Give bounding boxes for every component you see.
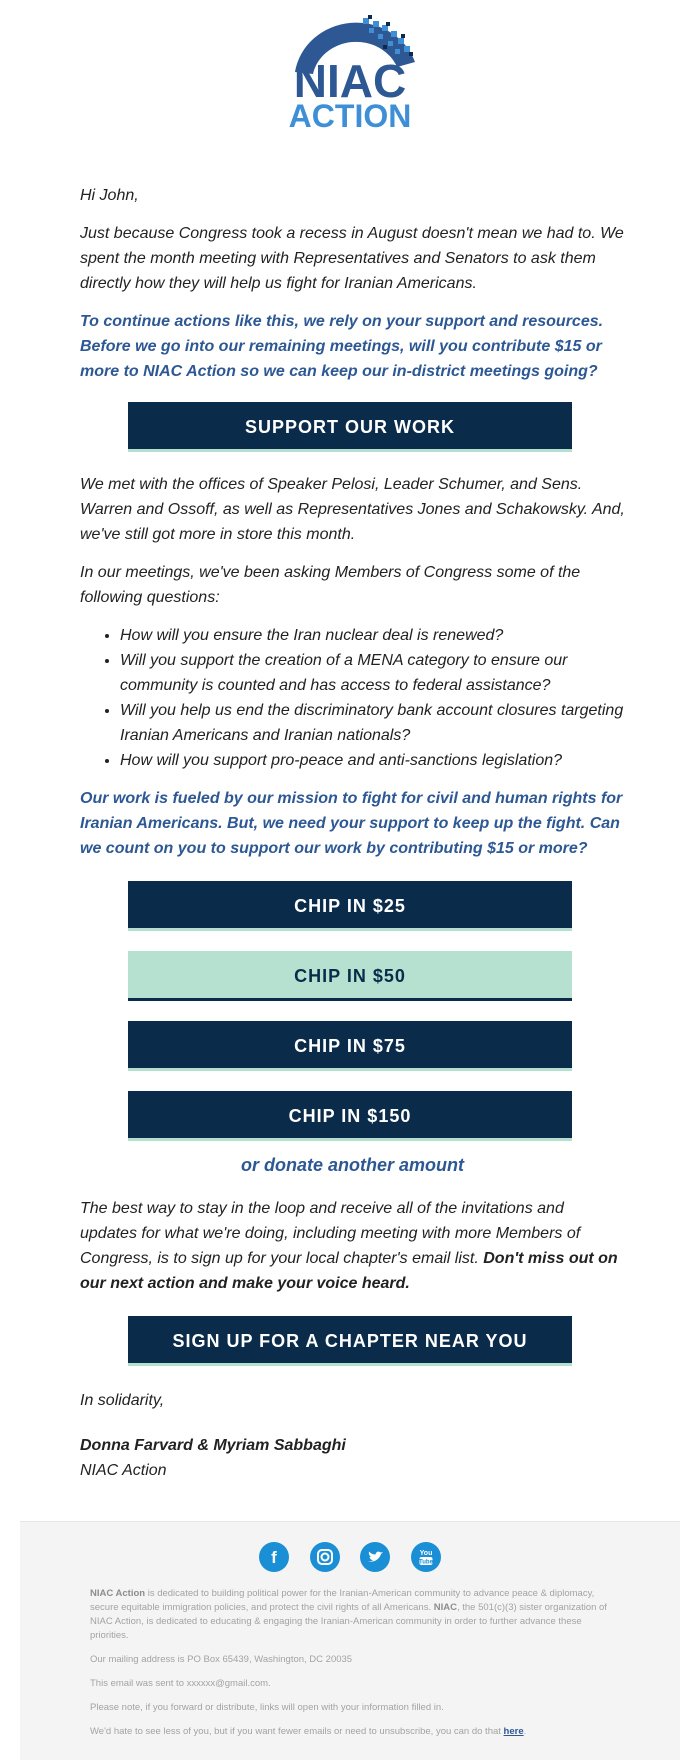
footer-org-name-2: NIAC [433,1602,457,1613]
youtube-icon[interactable] [411,1542,441,1572]
logo-wordmark-action: ACTION [288,98,412,134]
chip-in-75-button[interactable]: CHIP IN $75 [128,1021,572,1071]
chapter-text: The best way to stay in the loop and receive all of the invitations and updates for what we're doing, including meeting with more Members of Congress, is to sign up for your local chapter's email list. [80,1200,581,1267]
social-links [20,1542,680,1572]
footer-forward-note: Please note, if you forward or distribute, links will open with your information filled in. [90,1702,444,1713]
support-our-work-button[interactable]: SUPPORT OUR WORK [128,402,572,452]
donate-other-amount-link[interactable]: or donate another amount [240,1155,464,1175]
paragraph-questions-intro: In our meetings, we've been asking Members of Congress some of the following questions: [80,564,581,606]
facebook-icon[interactable] [259,1542,289,1572]
chip-in-25-button[interactable]: CHIP IN $25 [128,881,572,931]
footer-unsubscribe: We'd hate to see less of you, but if you want fewer emails or need to unsubscribe, you can do that here. [90,1726,527,1737]
signers: Donna Farvard & Myriam Sabbaghi [80,1437,346,1454]
footer-about: NIAC Action is dedicated to building political power for the Iranian-American community to advance peace & diplomacy, secure equitable immigration policies, and protect the civil rights of all Americans. NIAC, the 501(c)(3) sister organization of NIAC Action, is dedicated to educating & engaging the Iranian-American community in order to further advance these priorities. [90,1588,607,1641]
list-item: • Will you support the creation of a MENA category to ensure our community is counted and has access to federal assistance? [120,648,625,698]
list-item: • How will you support pro-peace and anti-sanctions legislation? [120,748,625,773]
footer-org-name: NIAC Action [90,1588,146,1599]
footer-text [90,1587,610,1749]
footer-sent-to: This email was sent to xxxxxx@gmail.com. [90,1678,271,1689]
paragraph-chapter [80,1196,625,1296]
sign-up-chapter-button[interactable]: SIGN UP FOR A CHAPTER NEAR YOU [128,1316,572,1366]
signoff: In solidarity, [80,1392,165,1409]
email-body [80,183,625,1483]
chip-in-50-button[interactable]: CHIP IN $50 [128,951,572,1001]
logo-wordmark-niac: NIAC [293,55,407,107]
questions-list [80,623,625,773]
paragraph-intro: Just because Congress took a recess in August doesn't mean we had to. We spent the month meeting with Representatives and Senators to ask them directly how they will help us fight for Iranian Americans. [80,225,624,292]
footer-mailing-address: Our mailing address is PO Box 65439, Washington, DC 20035 [90,1654,353,1665]
chip-in-150-button[interactable]: CHIP IN $150 [128,1091,572,1141]
greeting: Hi John, [80,187,139,204]
svg-text:f: f [271,1548,278,1567]
paragraph-ask-2: Our work is fueled by our mission to fight for civil and human rights for Iranian Americans. But, we need your support to keep up the fight. Can we count on you to support our work by contributing $15 or more? [80,790,623,857]
list-item: • How will you ensure the Iran nuclear deal is renewed? [120,623,625,648]
unsubscribe-link[interactable]: here [503,1726,524,1737]
list-item: • Will you help us end the discriminatory bank account closures targeting Iranian Americans and Iranian nationals? [120,698,625,748]
svg-text:Tube: Tube [418,1559,433,1566]
signature-org: NIAC Action [80,1462,167,1479]
twitter-icon[interactable] [360,1542,390,1572]
email-footer [20,1521,680,1760]
paragraph-ask-1: To continue actions like this, we rely on your support and resources. Before we go into our remaining meetings, will you contribute $15 or more to NIAC Action so we can keep our in-district meetings going? [80,313,604,380]
instagram-icon[interactable] [310,1542,340,1572]
chapter-text-bold: Don't miss out on our next action and make your voice heard. [80,1250,618,1292]
svg-text:You: You [419,1550,433,1557]
paragraph-meetings: We met with the offices of Speaker Pelosi, Leader Schumer, and Sens. Warren and Ossoff, as well as Representatives Jones and Schakowsky. And, we've still got more in store this month. [80,476,625,543]
